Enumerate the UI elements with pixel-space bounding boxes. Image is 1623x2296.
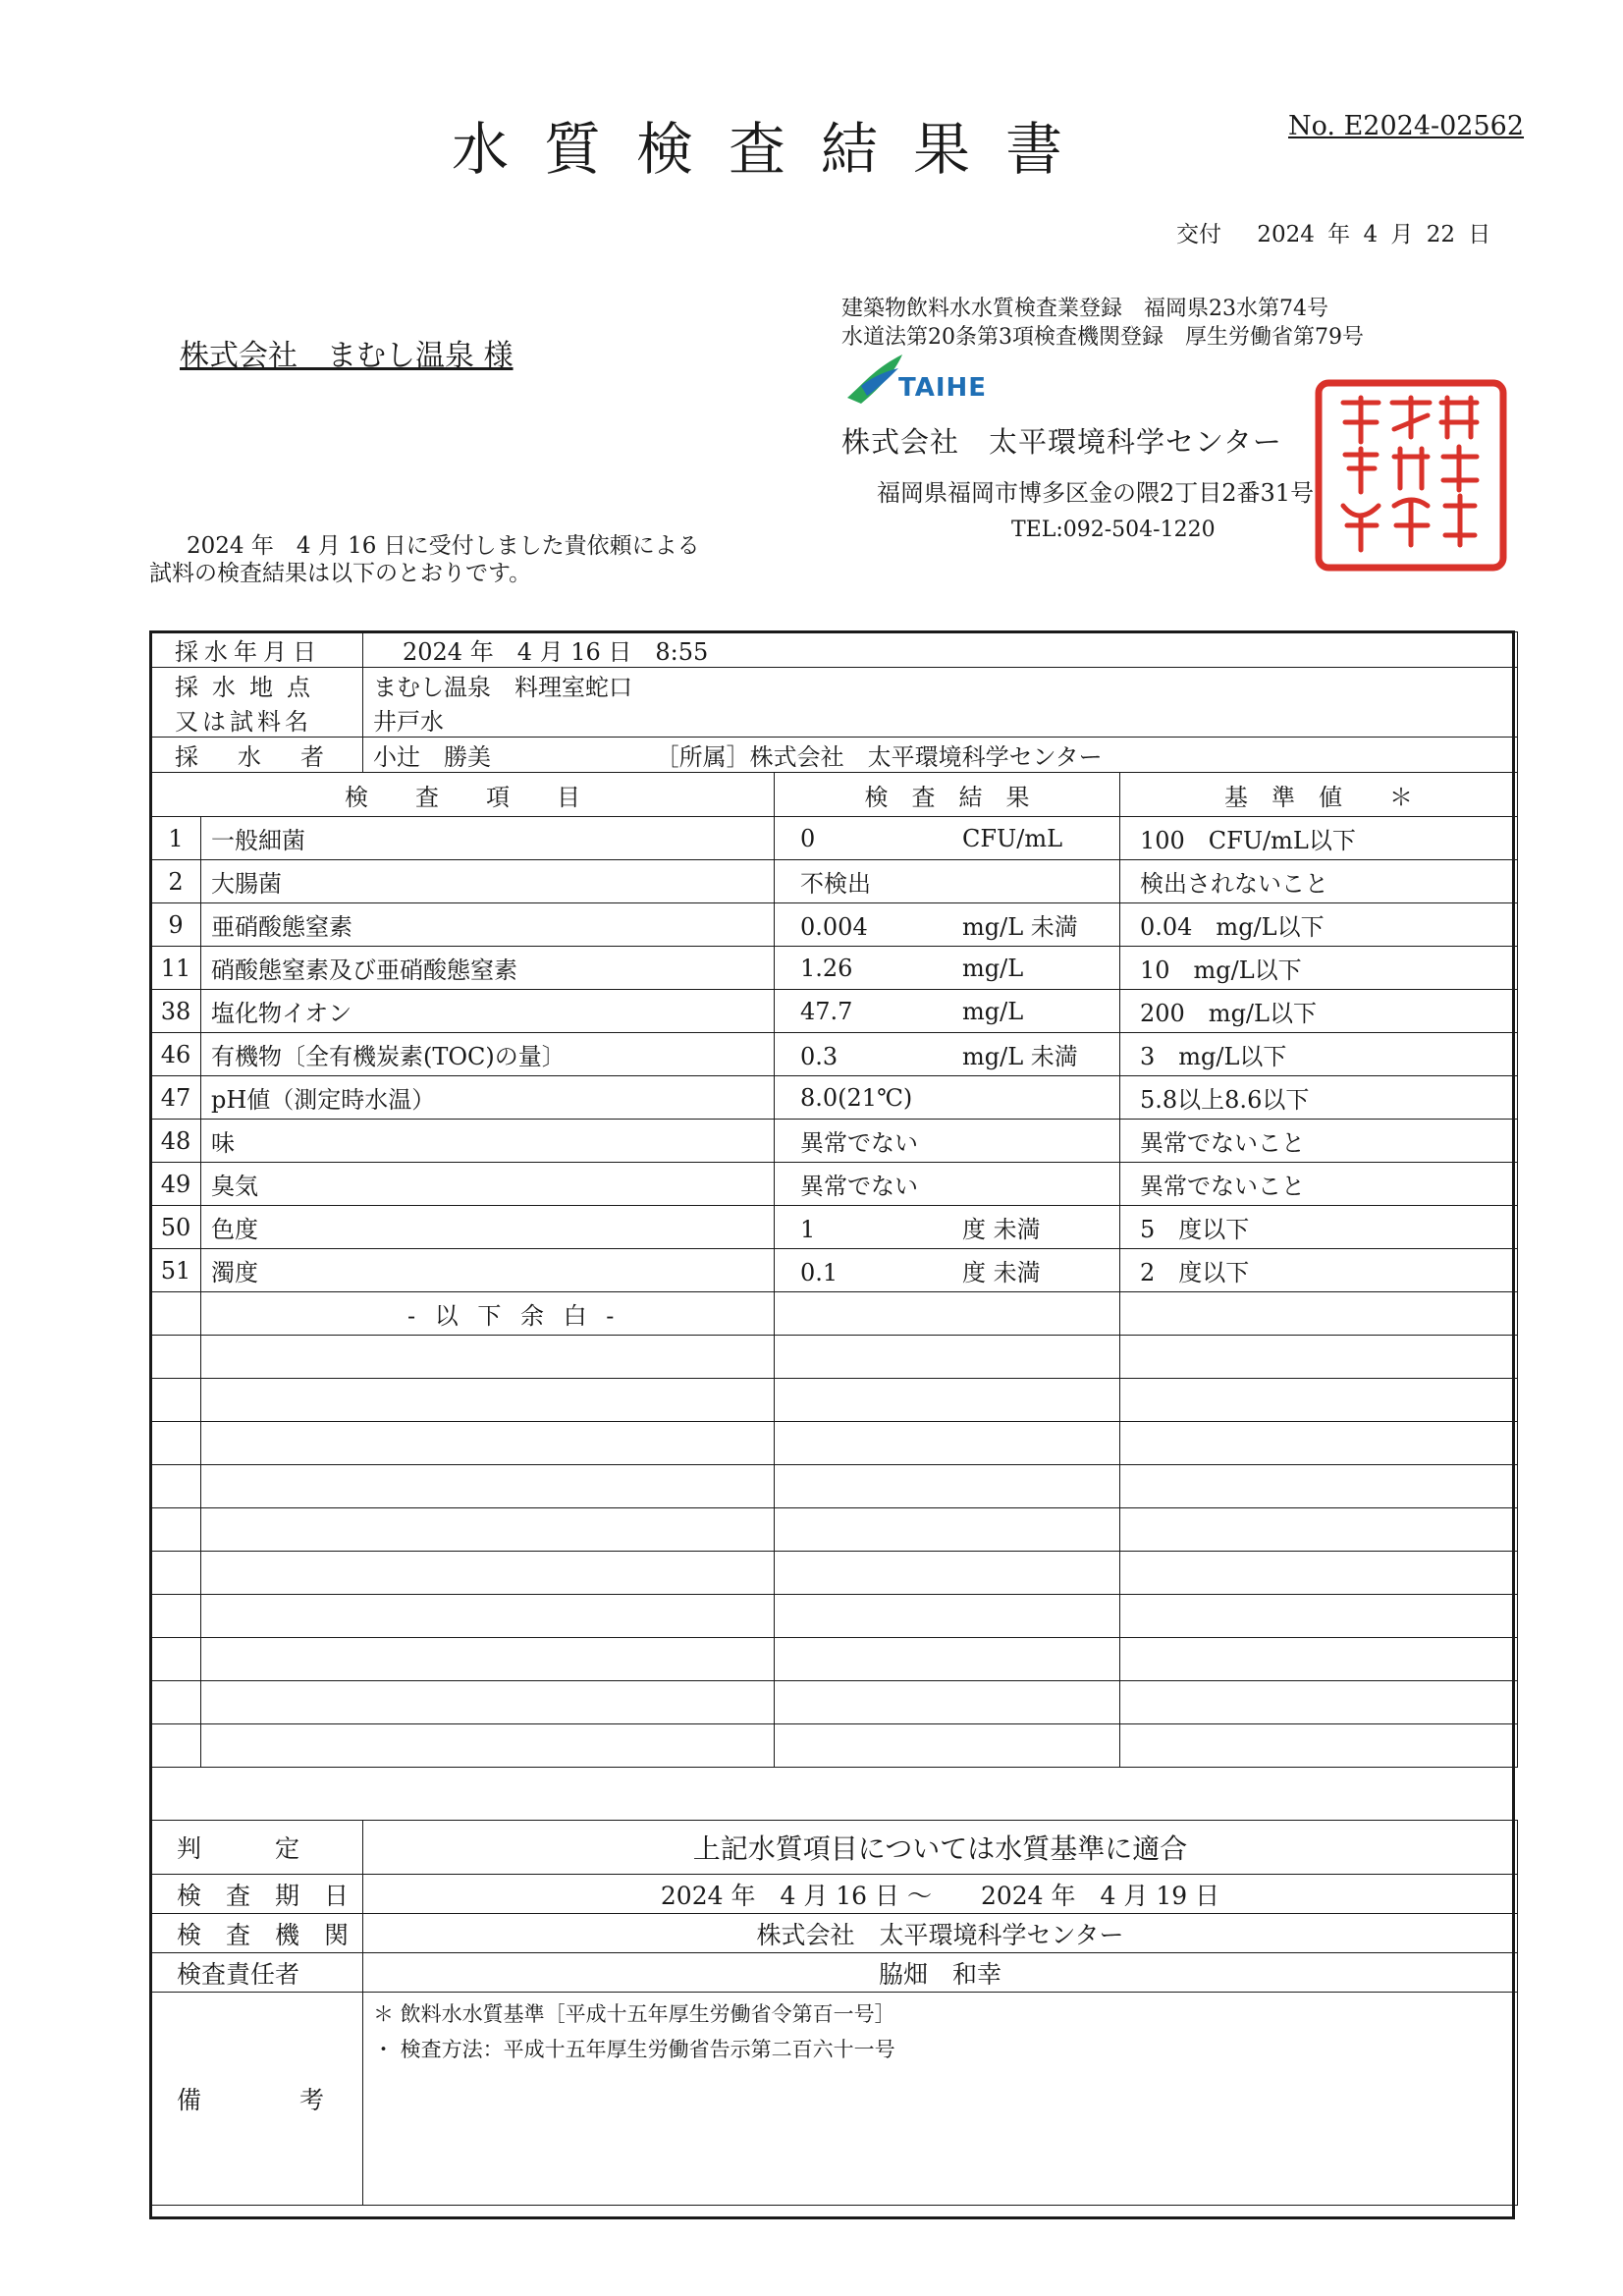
- blank-cell: [1120, 1508, 1518, 1552]
- result-value: 0: [800, 824, 816, 852]
- blank-cell: [775, 1422, 1120, 1465]
- registration-line-1: 建築物飲料水水質検査業登録 福岡県23水第74号: [841, 297, 1328, 321]
- item-name: 有機物〔全有機炭素(TOC)の量〕: [201, 1033, 775, 1076]
- issuer-address: 福岡県福岡市博多区金の隈2丁目2番31号: [877, 479, 1315, 507]
- intro-line-2: 試料の検査結果は以下のとおりです。: [149, 561, 532, 586]
- blank-row: [151, 1552, 1518, 1595]
- blank-cell: [775, 1552, 1120, 1595]
- blank-cell: [151, 1638, 201, 1681]
- result-unit: mg/L: [962, 954, 1024, 982]
- item-number: 49: [151, 1163, 201, 1206]
- blank-cell: [151, 1379, 201, 1422]
- item-name: 亜硝酸態窒素: [201, 903, 775, 947]
- standard-value: 200 mg/L以下: [1120, 990, 1518, 1033]
- responsible-value: 脇畑 和幸: [363, 1953, 1518, 1993]
- blank-cell: [151, 1422, 201, 1465]
- standard-value: 10 mg/L以下: [1120, 947, 1518, 990]
- blank-cell: [151, 1595, 201, 1638]
- sample-place-row: [151, 668, 1518, 703]
- blank-cell: [1120, 1595, 1518, 1638]
- result-unit: 度 未満: [962, 1259, 1041, 1286]
- table-row: [151, 1249, 1518, 1292]
- table-row: [151, 1120, 1518, 1163]
- header-item: 検 査 項 目: [151, 773, 775, 817]
- result-value: 0.1: [800, 1259, 839, 1286]
- blank-cell: [775, 1465, 1120, 1508]
- blank-cell: [1120, 1292, 1518, 1336]
- result-cell: [775, 860, 1120, 903]
- blank-cell: [201, 1681, 775, 1724]
- blank-cell: [1120, 1638, 1518, 1681]
- blank-row: [151, 1681, 1518, 1724]
- taihei-logo-icon: [841, 349, 989, 408]
- blank-cell: [775, 1724, 1120, 1768]
- blank-cell: [1120, 1724, 1518, 1768]
- period-label: 検 査 期 日: [151, 1875, 363, 1914]
- registration-line-2: 水道法第20条第3項検査機関登録 厚生労働省第79号: [841, 325, 1364, 350]
- blank-cell: [201, 1336, 775, 1379]
- item-number: 46: [151, 1033, 201, 1076]
- item-number: 9: [151, 903, 201, 947]
- sample-date-value: 2024 年 4 月 16 日 8:55: [363, 632, 1518, 668]
- result-value: 0.004: [800, 913, 868, 941]
- result-value: 1: [800, 1216, 816, 1243]
- blank-cell: [151, 1336, 201, 1379]
- standard-value: 異常でないこと: [1120, 1120, 1518, 1163]
- result-cell: [775, 903, 1120, 947]
- sampler-label: 採 水 者: [151, 738, 363, 773]
- standard-value: 3 mg/L以下: [1120, 1033, 1518, 1076]
- item-name: 一般細菌: [201, 817, 775, 860]
- blank-cell: [151, 1724, 201, 1768]
- lab-label: 検 査 機 関: [151, 1914, 363, 1953]
- blank-cell: [1120, 1379, 1518, 1422]
- blank-cell: [775, 1595, 1120, 1638]
- table-row: [151, 903, 1518, 947]
- issue-date: 交付 2024 年 4 月 22 日: [1176, 222, 1491, 247]
- intro-line-1: 2024 年 4 月 16 日に受付しました貴依頼による: [187, 533, 700, 559]
- sample-name-row: [151, 702, 1518, 738]
- blank-cell: [201, 1638, 775, 1681]
- blank-cell: [151, 1465, 201, 1508]
- standard-value: 0.04 mg/L以下: [1120, 903, 1518, 947]
- result-cell: [775, 1206, 1120, 1249]
- standard-value: 検出されないこと: [1120, 860, 1518, 903]
- table-row: [151, 817, 1518, 860]
- blank-row: [151, 1724, 1518, 1768]
- blank-cell: [775, 1681, 1120, 1724]
- result-cell: [775, 817, 1120, 860]
- blank-cell: [201, 1422, 775, 1465]
- item-name: 塩化物イオン: [201, 990, 775, 1033]
- blank-cell: [201, 1595, 775, 1638]
- blank-cell: [201, 1552, 775, 1595]
- blank-cell: [775, 1379, 1120, 1422]
- judgement-value: 上記水質項目については水質基準に適合: [363, 1821, 1518, 1875]
- blank-row: [151, 1465, 1518, 1508]
- item-name: 大腸菌: [201, 860, 775, 903]
- table-row: [151, 1076, 1518, 1120]
- company-seal: [1314, 378, 1508, 573]
- result-unit: mg/L 未満: [962, 1043, 1078, 1070]
- remarks-label: 備 考: [151, 1993, 363, 2206]
- blank-row: [151, 1638, 1518, 1681]
- standard-value: 5.8以上8.6以下: [1120, 1076, 1518, 1120]
- blank-cell: [151, 1681, 201, 1724]
- lab-value: 株式会社 太平環境科学センター: [363, 1914, 1518, 1953]
- item-number: 11: [151, 947, 201, 990]
- blank-row: [151, 1508, 1518, 1552]
- item-number: 38: [151, 990, 201, 1033]
- result-value: 異常でない: [800, 1129, 918, 1157]
- standard-value: 100 CFU/mL以下: [1120, 817, 1518, 860]
- sample-name-label: 又は試料名: [151, 702, 363, 738]
- period-value: 2024 年 4 月 16 日 ～ 2024 年 4 月 19 日: [363, 1875, 1518, 1914]
- results-table: [150, 631, 1518, 1768]
- table-header-row: [151, 773, 1518, 817]
- document-title: 水質検査結果書: [452, 116, 1099, 183]
- result-value: 47.7: [800, 997, 853, 1025]
- remarks-row: [151, 1993, 1518, 2206]
- table-row: [151, 1163, 1518, 1206]
- blank-row: [151, 1595, 1518, 1638]
- sample-date-label: 採水年月日: [151, 632, 363, 668]
- item-name: 濁度: [201, 1249, 775, 1292]
- result-cell: [775, 1249, 1120, 1292]
- standard-value: 2 度以下: [1120, 1249, 1518, 1292]
- result-unit: mg/L 未満: [962, 913, 1078, 941]
- blank-cell: [201, 1724, 775, 1768]
- blank-cell: [201, 1465, 775, 1508]
- issuer-company: 株式会社 太平環境科学センター: [841, 425, 1282, 459]
- period-row: [151, 1875, 1518, 1914]
- summary-table: [150, 1820, 1518, 2206]
- blank-row: [151, 1379, 1518, 1422]
- sampler-affiliation: ［所属］株式会社 太平環境科学センター: [655, 743, 1103, 771]
- header-result: 検 査 結 果: [775, 773, 1120, 817]
- result-value: 1.26: [800, 954, 853, 982]
- blank-cell: [1120, 1336, 1518, 1379]
- header-standard: 基 準 値 ＊: [1120, 773, 1518, 817]
- result-unit: mg/L: [962, 997, 1024, 1025]
- item-number: 47: [151, 1076, 201, 1120]
- sample-place-label: 採水地点: [151, 668, 363, 703]
- blank-note: - 以 下 余 白 -: [201, 1292, 775, 1336]
- blank-cell: [151, 1508, 201, 1552]
- issuer-tel: TEL:092-504-1220: [1011, 518, 1216, 542]
- sampler-value: 小辻 勝美: [373, 743, 491, 771]
- item-name: 味: [201, 1120, 775, 1163]
- item-name: 硝酸態窒素及び亜硝酸態窒素: [201, 947, 775, 990]
- taihei-logo: [841, 349, 989, 411]
- result-cell: [775, 1076, 1120, 1120]
- result-unit: CFU/mL: [962, 824, 1063, 852]
- blank-cell: [201, 1508, 775, 1552]
- blank-cell: [775, 1336, 1120, 1379]
- logo-text: TAIHEI: [898, 373, 989, 403]
- blank-cell: [775, 1638, 1120, 1681]
- result-cell: [775, 947, 1120, 990]
- seal-icon: [1314, 378, 1508, 573]
- blank-cell: [151, 1552, 201, 1595]
- table-row: [151, 860, 1518, 903]
- standard-value: 5 度以下: [1120, 1206, 1518, 1249]
- document-number: No. E2024-02562: [1288, 111, 1525, 141]
- result-value: 異常でない: [800, 1173, 918, 1200]
- blank-cell: [775, 1508, 1120, 1552]
- sample-place-value: まむし温泉 料理室蛇口: [363, 668, 1518, 703]
- sample-date-row: [151, 632, 1518, 668]
- table-row: [151, 947, 1518, 990]
- table-row: [151, 990, 1518, 1033]
- standard-value: 異常でないこと: [1120, 1163, 1518, 1206]
- result-cell: [775, 1120, 1120, 1163]
- judgement-label: 判 定: [177, 1834, 300, 1863]
- result-unit: 度 未満: [962, 1216, 1041, 1243]
- item-name: 臭気: [201, 1163, 775, 1206]
- judgement-row: [151, 1821, 1518, 1875]
- blank-cell: [151, 1292, 201, 1336]
- table-row: [151, 1206, 1518, 1249]
- addressee: 株式会社 まむし温泉 様: [180, 339, 514, 373]
- sampler-row: [151, 738, 1518, 773]
- blank-cell: [201, 1379, 775, 1422]
- blank-cell: [1120, 1681, 1518, 1724]
- item-number: 1: [151, 817, 201, 860]
- blank-row: [151, 1336, 1518, 1379]
- blank-row: [151, 1292, 1518, 1336]
- lab-row: [151, 1914, 1518, 1953]
- result-value: 0.3: [800, 1043, 839, 1070]
- remarks-line-2: ・ 検査方法：平成十五年厚生労働省告示第二百六十一号: [373, 2038, 895, 2061]
- blank-cell: [775, 1292, 1120, 1336]
- responsible-row: [151, 1953, 1518, 1993]
- result-cell: [775, 1033, 1120, 1076]
- remarks-line-1: ＊ 飲料水水質基準［平成十五年厚生労働省令第百一号］: [373, 2002, 895, 2026]
- item-number: 48: [151, 1120, 201, 1163]
- blank-cell: [1120, 1422, 1518, 1465]
- blank-cell: [1120, 1552, 1518, 1595]
- sample-name-value: 井戸水: [363, 702, 1518, 738]
- result-value: 不検出: [800, 870, 871, 898]
- item-number: 51: [151, 1249, 201, 1292]
- item-name: pH値（測定時水温）: [201, 1076, 775, 1120]
- responsible-label: 検査責任者: [151, 1953, 363, 1993]
- blank-cell: [1120, 1465, 1518, 1508]
- item-name: 色度: [201, 1206, 775, 1249]
- result-cell: [775, 1163, 1120, 1206]
- item-number: 50: [151, 1206, 201, 1249]
- blank-row: [151, 1422, 1518, 1465]
- item-number: 2: [151, 860, 201, 903]
- result-value: 8.0(21℃): [800, 1083, 913, 1112]
- result-rows: [151, 817, 1518, 1768]
- table-row: [151, 1033, 1518, 1076]
- result-cell: [775, 990, 1120, 1033]
